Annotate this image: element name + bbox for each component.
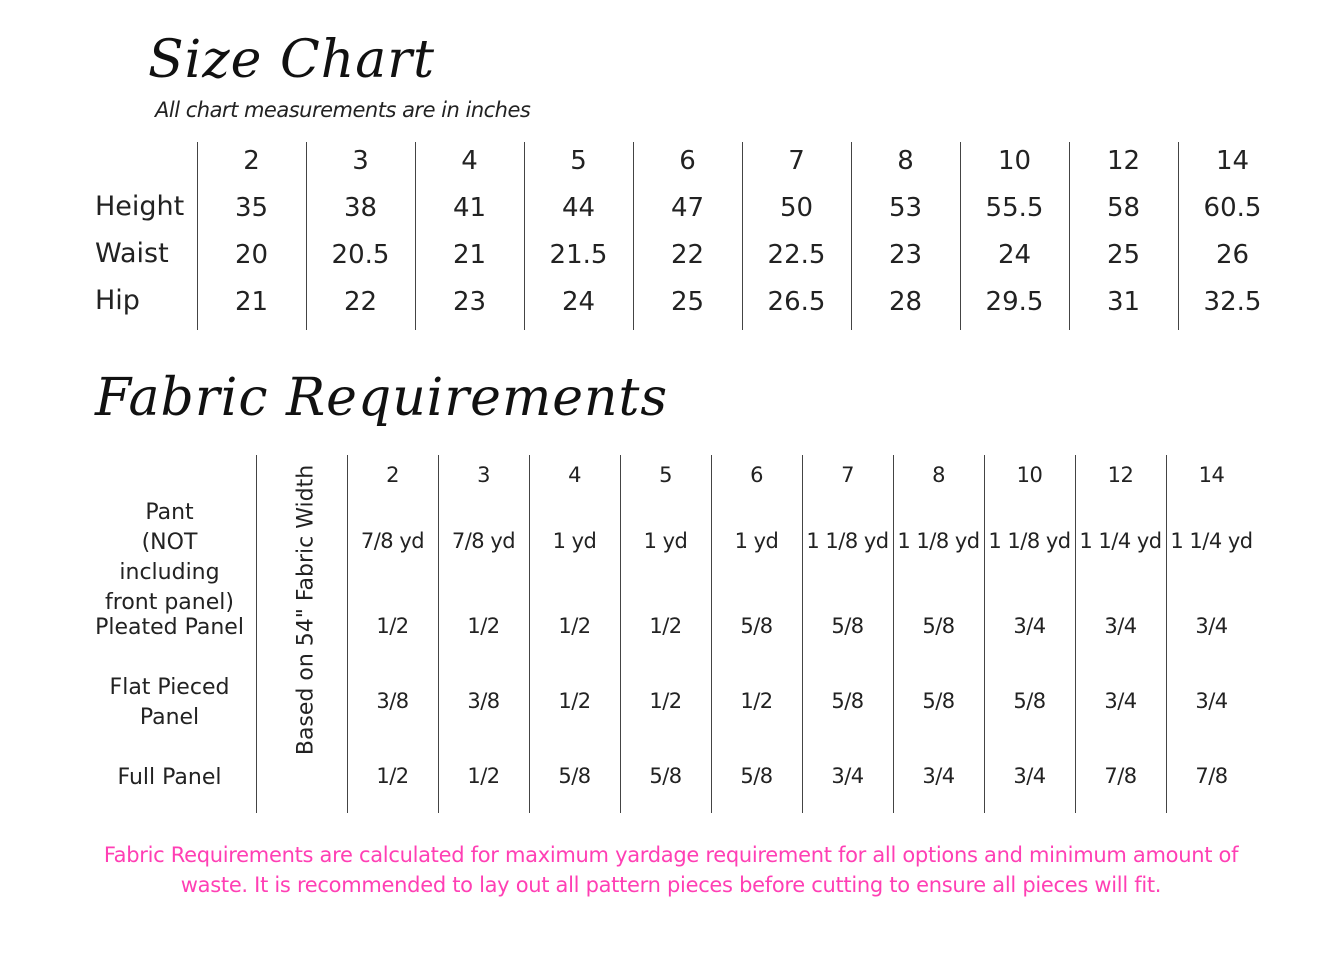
row-label	[92, 673, 247, 733]
measurement-cell: 22.5	[767, 240, 826, 270]
size-header: 10	[1016, 463, 1043, 487]
yardage-cell: 3/4	[1013, 764, 1046, 788]
row-label-line: Pleated Panel	[95, 615, 244, 640]
row-label-line: (NOT including	[119, 530, 220, 585]
row-label-line: Pant	[145, 500, 194, 525]
yardage-cell: 1 1/8 yd	[806, 529, 889, 553]
yardage-cell: 1 yd	[734, 529, 779, 553]
size-chart-title: Size Chart	[148, 30, 435, 90]
measurement-cell: 22	[670, 240, 705, 270]
row-label-line: Panel	[139, 705, 200, 730]
yardage-cell: 5/8	[922, 689, 955, 713]
measurement-cell: 23	[888, 240, 923, 270]
yardage-cell: 1/2	[649, 614, 682, 638]
yardage-cell: 7/8 yd	[360, 529, 425, 553]
size-header: 8	[932, 463, 945, 487]
yardage-cell: 1 yd	[552, 529, 597, 553]
measurement-cell: 21	[452, 240, 487, 270]
yardage-cell: 5/8	[740, 764, 773, 788]
measurement-cell: 28	[888, 287, 923, 317]
size-header: 3	[352, 146, 369, 176]
measurement-cell: 32.5	[1203, 287, 1262, 317]
measurement-cell: 24	[997, 240, 1032, 270]
yardage-cell: 5/8	[831, 614, 864, 638]
yardage-cell: 7/8	[1104, 764, 1137, 788]
measurement-cell: 25	[670, 287, 705, 317]
measurement-cell: 35	[234, 193, 269, 223]
yardage-cell: 5/8	[1013, 689, 1046, 713]
row-label-height: Height	[95, 191, 185, 222]
yardage-cell: 3/4	[1104, 614, 1137, 638]
fabric-note	[100, 840, 1242, 900]
yardage-cell: 5/8	[831, 689, 864, 713]
measurement-cell: 55.5	[985, 193, 1044, 223]
measurement-cell: 20	[234, 240, 269, 270]
size-header: 4	[568, 463, 581, 487]
measurement-cell: 60.5	[1203, 193, 1262, 223]
size-header: 14	[1198, 463, 1225, 487]
measurement-cell: 29.5	[985, 287, 1044, 317]
row-label-waist: Waist	[95, 238, 169, 269]
yardage-cell: 3/8	[467, 689, 500, 713]
row-label-hip: Hip	[95, 285, 140, 316]
measurement-cell: 41	[452, 193, 487, 223]
yardage-cell: 5/8	[922, 614, 955, 638]
size-header: 8	[897, 146, 914, 176]
measurement-cell: 38	[343, 193, 378, 223]
yardage-cell: 1 1/4 yd	[1170, 529, 1253, 553]
measurement-cell: 21.5	[549, 240, 608, 270]
fabric-note-line-2: waste. It is recommended to lay out all pattern pieces before cutting to ensure all pieces will fit.	[180, 873, 1162, 897]
size-header: 10	[997, 146, 1032, 176]
row-label-line: Flat Pieced	[109, 675, 230, 700]
measurement-cell: 58	[1106, 193, 1141, 223]
measurement-cell: 25	[1106, 240, 1141, 270]
measurement-cell: 21	[234, 287, 269, 317]
yardage-cell: 3/4	[1013, 614, 1046, 638]
size-header: 5	[659, 463, 672, 487]
measurement-cell: 23	[452, 287, 487, 317]
yardage-cell: 3/4	[922, 764, 955, 788]
yardage-cell: 5/8	[740, 614, 773, 638]
measurement-cell: 31	[1106, 287, 1141, 317]
yardage-cell: 1/2	[740, 689, 773, 713]
size-header: 6	[679, 146, 696, 176]
measurement-cell: 53	[888, 193, 923, 223]
yardage-cell: 1 1/8 yd	[897, 529, 980, 553]
yardage-cell: 5/8	[649, 764, 682, 788]
yardage-cell: 1/2	[558, 614, 591, 638]
measurement-cell: 44	[561, 193, 596, 223]
yardage-cell: 5/8	[558, 764, 591, 788]
size-header: 3	[477, 463, 490, 487]
measurement-cell: 50	[779, 193, 814, 223]
yardage-cell: 1/2	[376, 764, 409, 788]
yardage-cell: 1 yd	[643, 529, 688, 553]
size-chart-subtitle: All chart measurements are in inches	[155, 98, 531, 122]
measurement-cell: 22	[343, 287, 378, 317]
measurement-cell: 47	[670, 193, 705, 223]
fabric-requirements-title: Fabric Requirements	[95, 368, 669, 428]
size-header: 4	[461, 146, 478, 176]
yardage-cell: 1/2	[467, 614, 500, 638]
yardage-cell: 1 1/4 yd	[1079, 529, 1162, 553]
yardage-cell: 7/8	[1195, 764, 1228, 788]
yardage-cell: 1/2	[649, 689, 682, 713]
size-header: 12	[1106, 146, 1141, 176]
row-label-line: front panel)	[105, 590, 234, 615]
size-header: 2	[386, 463, 399, 487]
size-header: 7	[788, 146, 805, 176]
size-header: 2	[243, 146, 260, 176]
fabric-width-note: Based on 54" Fabric Width	[293, 464, 319, 756]
size-header: 12	[1107, 463, 1134, 487]
row-label	[92, 498, 247, 618]
size-chart-table	[0, 142, 1342, 332]
yardage-cell: 1/2	[467, 764, 500, 788]
yardage-cell: 3/8	[376, 689, 409, 713]
row-label	[92, 763, 247, 793]
row-label-line: Full Panel	[117, 765, 222, 790]
yardage-cell: 1/2	[558, 689, 591, 713]
measurement-cell: 26	[1215, 240, 1250, 270]
size-header: 14	[1215, 146, 1250, 176]
yardage-cell: 3/4	[1195, 689, 1228, 713]
fabric-requirements-table	[0, 455, 1342, 815]
measurement-cell: 26.5	[767, 287, 826, 317]
yardage-cell: 1/2	[376, 614, 409, 638]
fabric-note-line-1: Fabric Requirements are calculated for maximum yardage requirement for all options and minimum amount of	[103, 843, 1239, 867]
size-header: 6	[750, 463, 763, 487]
yardage-cell: 7/8 yd	[451, 529, 516, 553]
yardage-cell: 3/4	[1104, 689, 1137, 713]
measurement-cell: 24	[561, 287, 596, 317]
size-header: 5	[570, 146, 587, 176]
yardage-cell: 3/4	[1195, 614, 1228, 638]
yardage-cell: 3/4	[831, 764, 864, 788]
measurement-cell: 20.5	[331, 240, 390, 270]
row-label	[92, 613, 247, 643]
yardage-cell: 1 1/8 yd	[988, 529, 1071, 553]
size-header: 7	[841, 463, 854, 487]
label-divider	[256, 455, 257, 813]
